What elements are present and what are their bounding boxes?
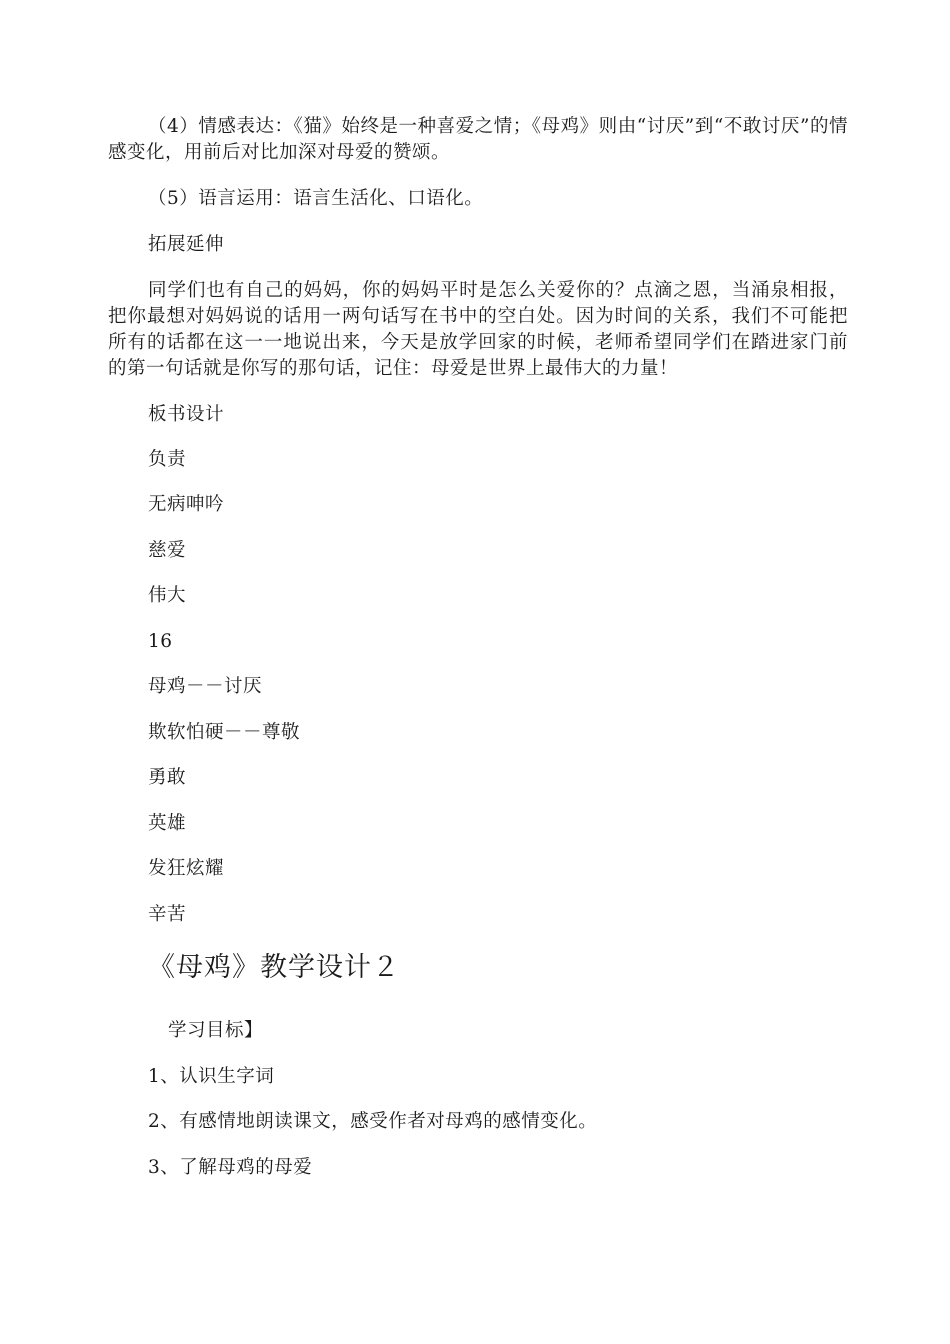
board-item: 负责 [148, 449, 187, 470]
board-item: 辛苦 [148, 904, 187, 925]
paragraph-extension: 同学们也有自己的妈妈，你的妈妈平时是怎么关爱你的？点滴之恩，当涌泉相报，把你最想对妈妈说的话用一两句话写在书中的空白处。因为时间的关系，我们不可能把所有的话都在这一一地说出来，今天是放学回家的时候，老师希望同学们在踏进家门前的第一句话就是你写的那句话，记住：母爱是世界上最伟大的力量！ [108, 280, 848, 379]
goal-item: 3、了解母鸡的母爱 [148, 1157, 313, 1178]
learning-goals-title: 学习目标】 [168, 1020, 264, 1041]
board-item: 英雄 [148, 813, 187, 834]
section-title-extension: 拓展延伸 [148, 234, 225, 255]
board-item: 伟大 [148, 585, 187, 606]
paragraph-language-use: （5）语言运用：语言生活化、口语化。 [148, 188, 484, 209]
board-item: 欺软怕硬－－尊敬 [148, 722, 301, 743]
board-item: 勇敢 [148, 767, 187, 788]
board-item: 慈爱 [148, 540, 187, 561]
section-heading-design-2: 《母鸡》教学设计２ [148, 952, 400, 983]
board-item: 发狂炫耀 [148, 858, 225, 879]
board-item: 母鸡－－讨厌 [148, 676, 263, 697]
goal-item: 1、认识生字词 [148, 1066, 275, 1087]
board-item: 无病呻吟 [148, 494, 225, 515]
section-title-board-design: 板书设计 [148, 404, 225, 425]
board-item: 16 [148, 631, 173, 652]
paragraph-emotional-expression: （4）情感表达：《猫》始终是一种喜爱之情；《母鸡》则由“讨厌”到“不敢讨厌”的情感变化，用前后对比加深对母爱的赞颂。 [108, 116, 848, 163]
goal-item: 2、有感情地朗读课文，感受作者对母鸡的感情变化。 [148, 1111, 598, 1132]
